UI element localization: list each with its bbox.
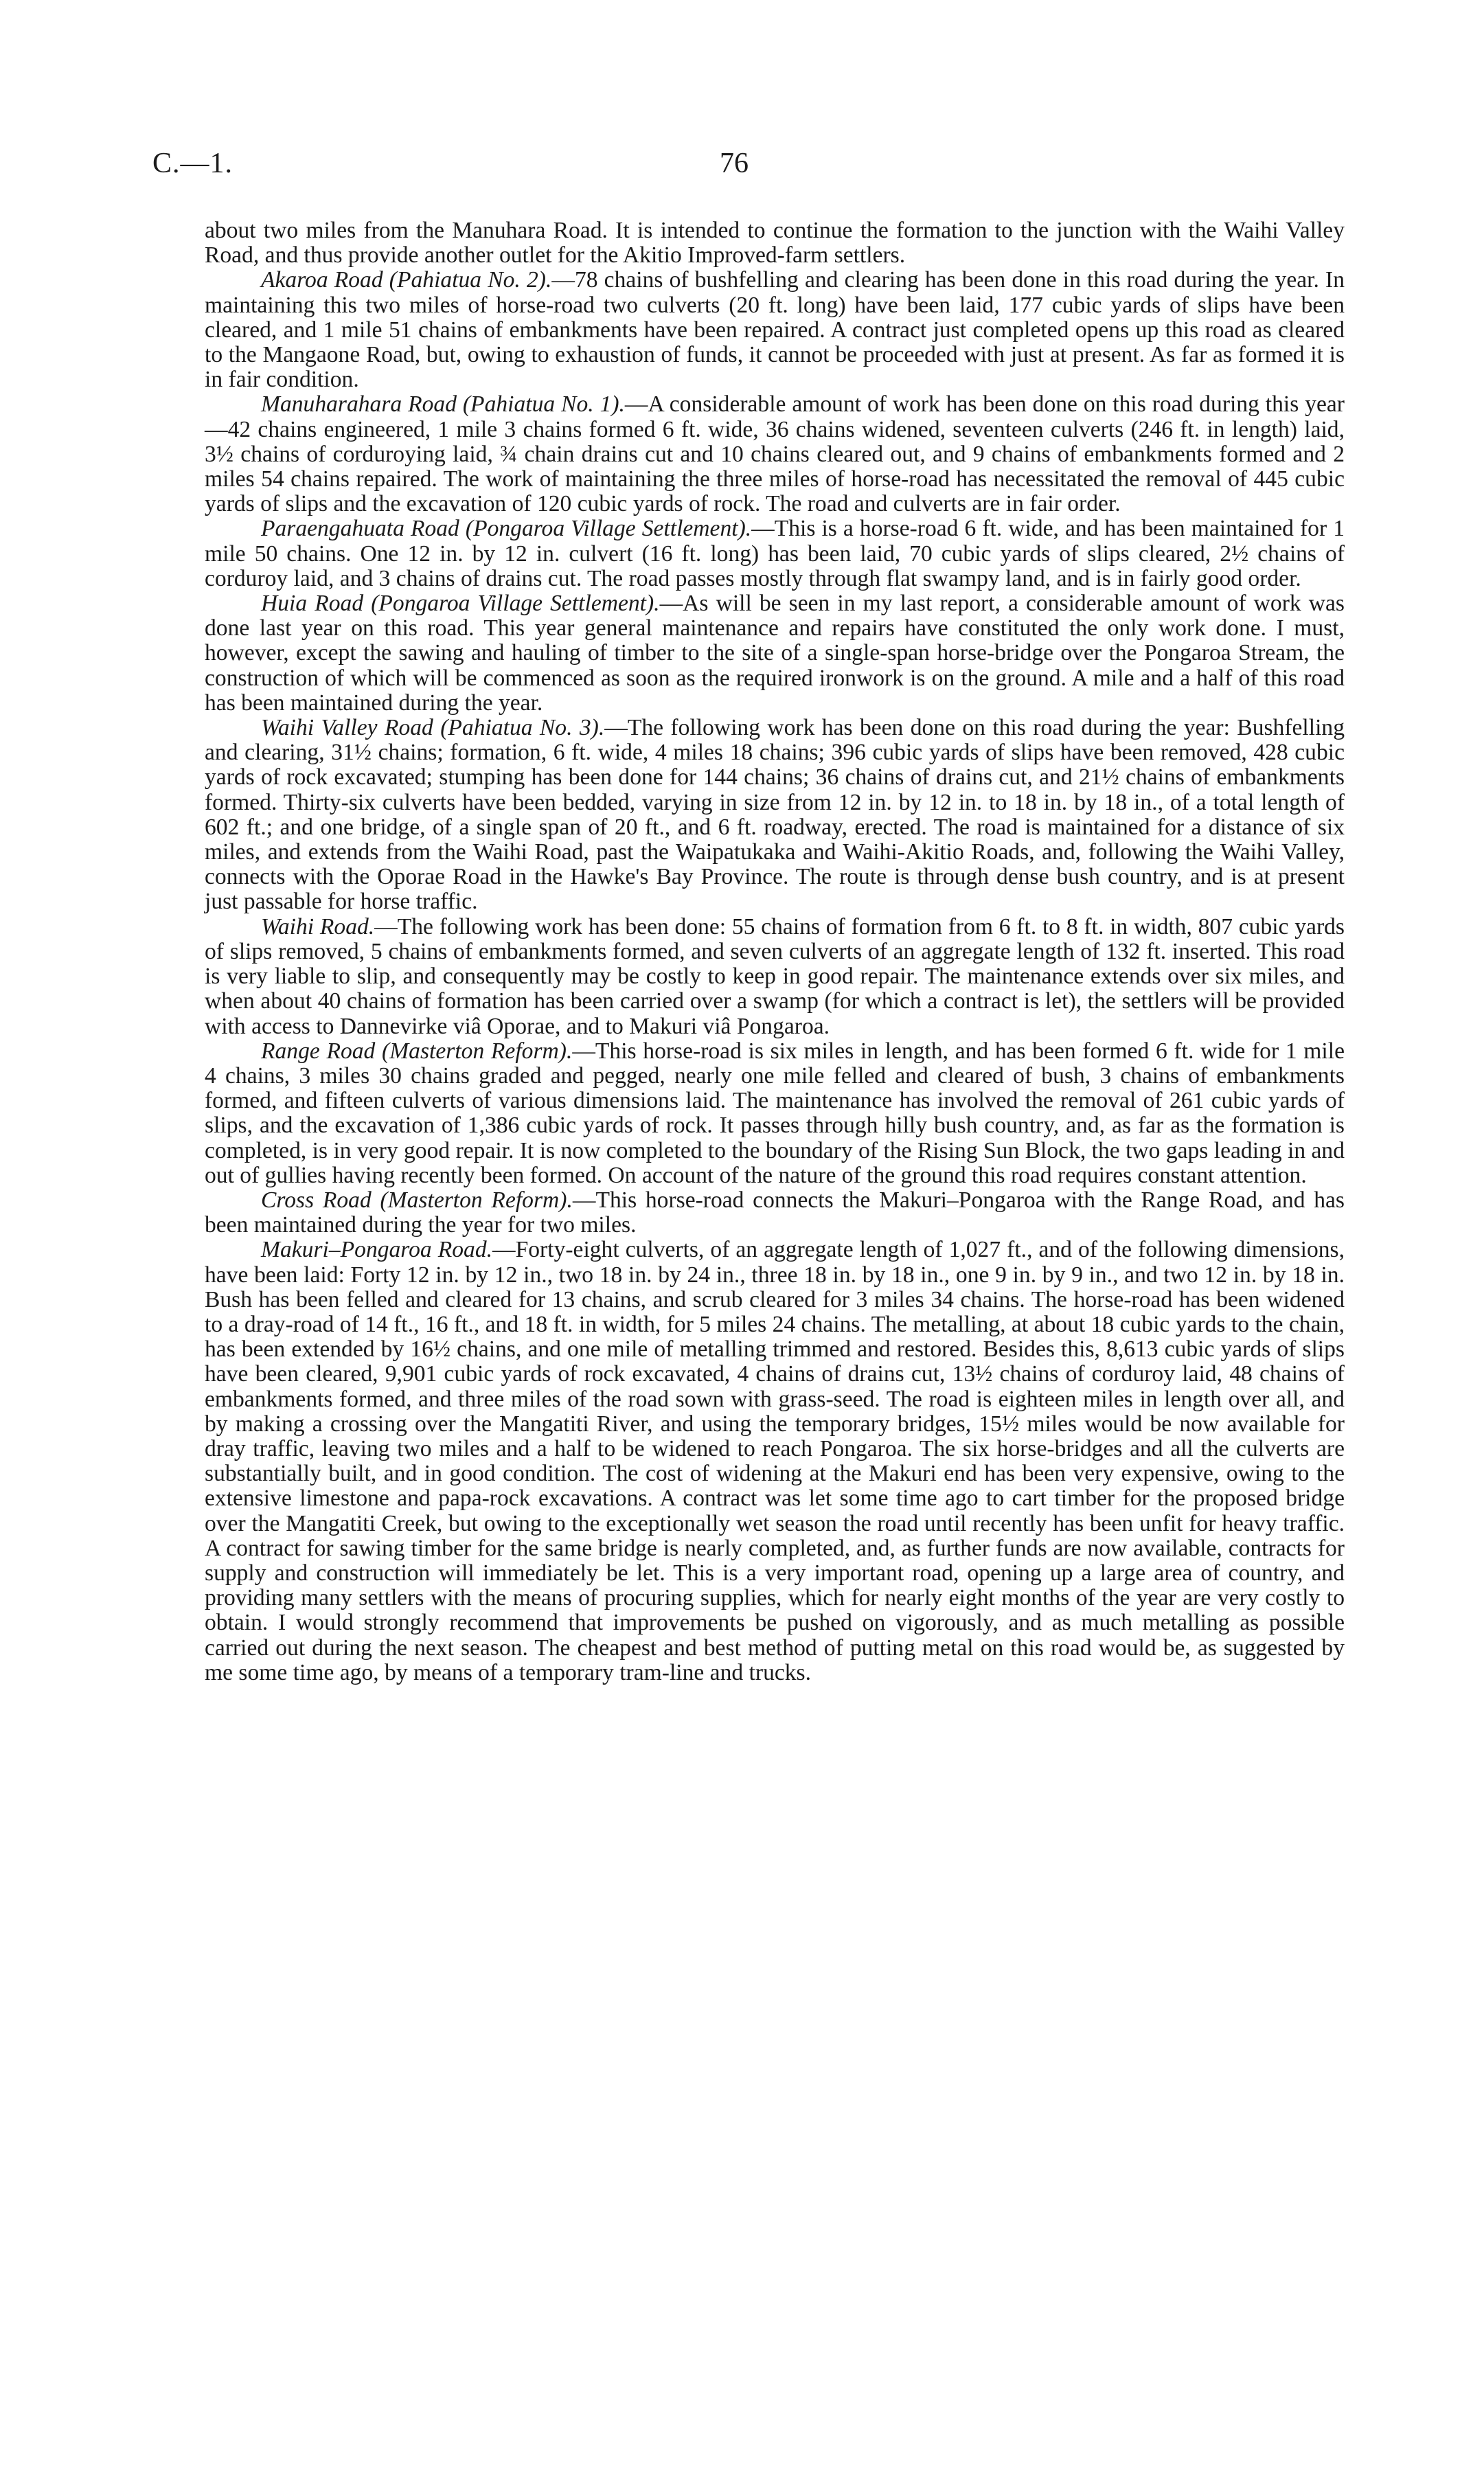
report-body — [205, 218, 1345, 1685]
paragraph-text: —This is a horse-road 6 ft. wide, and has been maintained for 1 mile 50 chains. One 12 in. by 12 in. culvert (16 ft. long) has been laid, 70 cubic yards of slips cleared, 2½ chains of corduroy laid, and 3 chains of drains cut. The road passes mostly through flat swampy land, and is in fairly good order. — [205, 516, 1345, 591]
paragraph-heading: Paraengahuata Road (Pongaroa Village Settlement). — [261, 516, 752, 542]
paragraph-akaroa-road — [205, 268, 1345, 392]
paragraph-text: —Forty-eight culverts, of an aggregate length of 1,027 ft., and of the following dimensions, have been laid: Forty 12 in. by 12 in., two 18 in. by 24 in., three 18 in. by 18 in., one 9 in. by 9 in., and two 12 in. by 18 in. Bush has been felled and cleared for 13 chains, and scrub cleared for 3 miles 34 chains. The horse-road has been widened to a dray-road of 14 ft., 16 ft., and 18 ft. in width, for 5 miles 24 chains. The metalling, at about 18 cubic yards to the chain, has been extended by 16½ chains, and one mile of metalling trimmed and restored. Besides this, 8,613 cubic yards of slips have been cleared, 9,901 cubic yards of rock excavated, 4 chains of drains cut, 13½ chains of corduroy laid, 48 chains of embankments formed, and three miles of the road sown with grass-seed. The road is eighteen miles in length over all, and by making a crossing over the Mangatiti River, and using the temporary bridges, 15½ miles would be now available for dray traffic, leaving two miles and a half to be widened to reach Pongaroa. The six horse-bridges and all the culverts are substantially built, and in good condition. The cost of widening at the Makuri end has been very expensive, owing to the extensive limestone and papa-rock excavations. A contract was let some time ago to cart timber for the proposed bridge over the Mangatiti Creek, but owing to the exceptionally wet season the road until recently has been unfit for heavy traffic. A contract for sawing timber for the same bridge is nearly completed, and, as further funds are now available, contracts for supply and construction will immediately be let. This is a very important road, opening up a large area of country, and providing many settlers with the means of procuring supplies, which for nearly eight months of the year are very costly to obtain. I would strongly recommend that improvements be pushed on vigorously, and as much metalling as possible carried out during the next season. The cheapest and best method of putting metal on this road would be, as suggested by me some time ago, by means of a temporary tram-line and trucks. — [205, 1237, 1345, 1685]
paragraph-continuation — [205, 218, 1345, 268]
paragraph-heading: Makuri–Pongaroa Road. — [261, 1237, 493, 1263]
paragraph-waihi-valley-road — [205, 716, 1345, 915]
paragraph-heading: Huia Road (Pongaroa Village Settlement). — [261, 591, 660, 617]
paragraph-manuharahara-road — [205, 392, 1345, 516]
paragraph-paraengahuata-road — [205, 516, 1345, 591]
paragraph-text: —This horse-road connects the Makuri–Pongaroa with the Range Road, and has been maintained during the year for two miles. — [205, 1187, 1345, 1238]
paragraph-text: —The following work has been done on this road during the year: Bushfelling and clearing, 31½ chains; formation, 6 ft. wide, 4 miles 18 chains; 396 cubic yards of slips have been removed, 428 cubic yards of rock excavated; stumping has been done for 144 chains; 36 chains of drains cut, and 21½ chains of embankments formed. Thirty-six culverts have been bedded, varying in size from 12 in. by 12 in. to 18 in. by 18 in., of a total length of 602 ft.; and one bridge, of a single span of 20 ft., and 6 ft. roadway, erected. The road is maintained for a distance of six miles, and extends from the Waihi Road, past the Waipatukaka and Waihi-Akitio Roads, and, following the Waihi Valley, connects with the Oporae Road in the Hawke's Bay Province. The route is through dense bush country, and is at present just passable for horse traffic. — [205, 715, 1345, 915]
paragraph-heading: Range Road (Masterton Reform). — [261, 1038, 573, 1064]
page-number: 76 — [720, 148, 749, 179]
paragraph-heading: Cross Road (Masterton Reform). — [261, 1187, 573, 1213]
page-header — [0, 147, 1484, 188]
paragraph-heading: Waihi Road. — [261, 913, 375, 940]
paragraph-makuri-pongaroa-road — [205, 1238, 1345, 1685]
paragraph-heading: Waihi Valley Road (Pahiatua No. 3). — [261, 715, 605, 741]
paragraph-huia-road — [205, 591, 1345, 716]
paragraph-range-road — [205, 1039, 1345, 1188]
paragraph-text: —The following work has been done: 55 chains of formation from 6 ft. to 8 ft. in width, 807 cubic yards of slips removed, 5 chains of embankments formed, and seven culverts of an aggregate length of 132 ft. inserted. This road is very liable to slip, and consequently may be costly to keep in good repair. The maintenance extends over six miles, and when about 40 chains of formation has been carried over a swamp (for which a contract is let), the settlers will be provided with access to Dannevirke viâ Oporae, and to Makuri viâ Pongaroa. — [205, 913, 1345, 1039]
paragraph-cross-road — [205, 1188, 1345, 1238]
paragraph-text: —78 chains of bushfelling and clearing has been done in this road during the year. In maintaining this two miles of horse-road two culverts (20 ft. long) have been laid, 177 cubic yards of slips have been cleared, and 1 mile 51 chains of embankments have been repaired. A contract just completed opens up this road as cleared to the Mangaone Road, but, owing to exhaustion of funds, it cannot be proceeded with just at present. As far as formed it is in fair condition. — [205, 267, 1345, 393]
paragraph-text: —As will be seen in my last report, a considerable amount of work was done last year on this road. This year general maintenance and repairs have constituted the only work done. I must, however, except the sawing and hauling of timber to the site of a single-span horse-bridge over the Pongaroa Stream, the construction of which will be commenced as soon as the required ironwork is on the ground. A mile and a half of this road has been maintained during the year. — [205, 591, 1345, 716]
paragraph-text: —This horse-road is six miles in length, and has been formed 6 ft. wide for 1 mile 4 chains, 3 miles 30 chains graded and pegged, nearly one mile felled and cleared of bush, 3 chains of embankments formed, and fifteen culverts of various dimensions laid. The maintenance has involved the removal of 261 cubic yards of slips, and the excavation of 1,386 cubic yards of rock. It passes through hilly bush country, and, as far as the formation is completed, is in very good repair. It is now completed to the boundary of the Rising Sun Block, the two gaps leading in and out of gullies having recently been formed. On account of the nature of the ground this road requires constant attention. — [205, 1038, 1345, 1188]
paragraph-text: —A considerable amount of work has been done on this road during this year—42 chains engineered, 1 mile 3 chains formed 6 ft. wide, 36 chains widened, seventeen culverts (246 ft. in length) laid, 3½ chains of corduroying laid, ¾ chain drains cut and 10 chains cleared out, and 9 chains of embankments formed and 2 miles 54 chains repaired. The work of maintaining the three miles of horse-road has necessitated the removal of 445 cubic yards of slips and the excavation of 120 cubic yards of rock. The road and culverts are in fair order. — [205, 391, 1345, 517]
paragraph-waihi-road — [205, 915, 1345, 1039]
paragraph-text: about two miles from the Manuhara Road. It is intended to continue the formation to the junction with the Waihi Valley Road, and thus provide another outlet for the Akitio Improved-farm settlers. — [205, 218, 1345, 269]
document-reference: C.—1. — [152, 148, 233, 179]
paragraph-heading: Manuharahara Road (Pahiatua No. 1). — [261, 391, 625, 418]
paragraph-heading: Akaroa Road (Pahiatua No. 2). — [261, 267, 552, 293]
